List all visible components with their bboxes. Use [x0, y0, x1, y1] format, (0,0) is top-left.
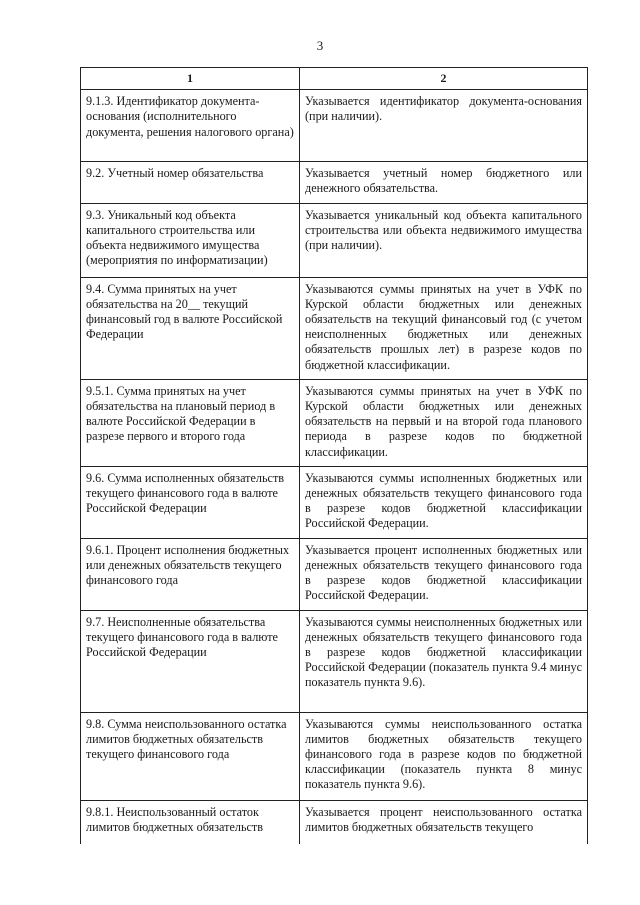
description-table — [80, 67, 588, 844]
field-name-cell: 9.2. Учетный номер обязательства — [81, 162, 300, 203]
field-name-cell: 9.8. Сумма неиспользованного остатка лимитов бюджетных обязательств текущего финансового года — [81, 712, 300, 800]
table-header-row — [81, 68, 588, 90]
field-description-cell: Указывается идентификатор документа-основания (при наличии). — [300, 90, 588, 162]
field-description-cell: Указываются суммы принятых на учет в УФК по Курской области бюджетных или денежных обязательств на текущий финансовый год (с учетом неисполненных бюджетных или денежных обязательств прошлых лет) в разрезе кодов по бюджетной классификации. — [300, 277, 588, 379]
column-header-2: 2 — [300, 68, 588, 90]
field-description-cell: Указывается уникальный код объекта капитального строительства или объекта недвижимого имущества (при наличии). — [300, 203, 588, 277]
table-row — [81, 712, 588, 800]
field-name-cell: 9.7. Неисполненные обязательства текущего финансового года в валюте Российской Федерации — [81, 610, 300, 712]
table-row — [81, 162, 588, 203]
table-row — [81, 800, 588, 844]
field-name-cell: 9.3. Уникальный код объекта капитального строительства или объекта недвижимого имущества (мероприятия по информатизации) — [81, 203, 300, 277]
field-description-cell: Указывается процент исполненных бюджетных или денежных обязательств текущего финансового года в разрезе кодов бюджетной классификации Российской Федерации. — [300, 538, 588, 610]
table-row — [81, 277, 588, 379]
table-row — [81, 466, 588, 538]
field-description-cell: Указывается процент неиспользованного остатка лимитов бюджетных обязательств текущего — [300, 800, 588, 844]
table-row — [81, 90, 588, 162]
field-name-cell: 9.5.1. Сумма принятых на учет обязательства на плановый период в валюте Российской Федерации в разрезе первого и второго года — [81, 379, 300, 466]
table-row — [81, 538, 588, 610]
field-description-cell: Указывается учетный номер бюджетного или денежного обязательства. — [300, 162, 588, 203]
column-header-1: 1 — [81, 68, 300, 90]
table-row — [81, 203, 588, 277]
field-description-cell: Указываются суммы принятых на учет в УФК по Курской области бюджетных или денежных обязательств на первый и на второй года планового периода в разрезе кодов по бюджетной классификации. — [300, 379, 588, 466]
field-description-cell: Указываются суммы неисполненных бюджетных или денежных обязательств текущего финансового года в разрезе кодов бюджетной классификации Российской Федерации (показатель пункта 9.4 минус показатель пункта 9.6). — [300, 610, 588, 712]
page-number: 3 — [316, 38, 324, 53]
field-name-cell: 9.1.3. Идентификатор документа-основания (исполнительного документа, решения налогового органа) — [81, 90, 300, 162]
field-description-cell: Указываются суммы исполненных бюджетных или денежных обязательств текущего финансового года в разрезе кодов бюджетной классификации Российской Федерации. — [300, 466, 588, 538]
field-name-cell: 9.8.1. Неиспользованный остаток лимитов бюджетных обязательств — [81, 800, 300, 844]
table-row — [81, 379, 588, 466]
field-name-cell: 9.6.1. Процент исполнения бюджетных или денежных обязательств текущего финансового года — [81, 538, 300, 610]
field-name-cell: 9.4. Сумма принятых на учет обязательства на 20__ текущий финансовый год в валюте Российской Федерации — [81, 277, 300, 379]
field-name-cell: 9.6. Сумма исполненных обязательств текущего финансового года в валюте Российской Федерации — [81, 466, 300, 538]
table-row — [81, 610, 588, 712]
field-description-cell: Указываются суммы неиспользованного остатка лимитов бюджетных обязательств текущего финансового года в разрезе кодов по бюджетной классификации (показатель пункта 8 минус показатель пункта 9.6). — [300, 712, 588, 800]
